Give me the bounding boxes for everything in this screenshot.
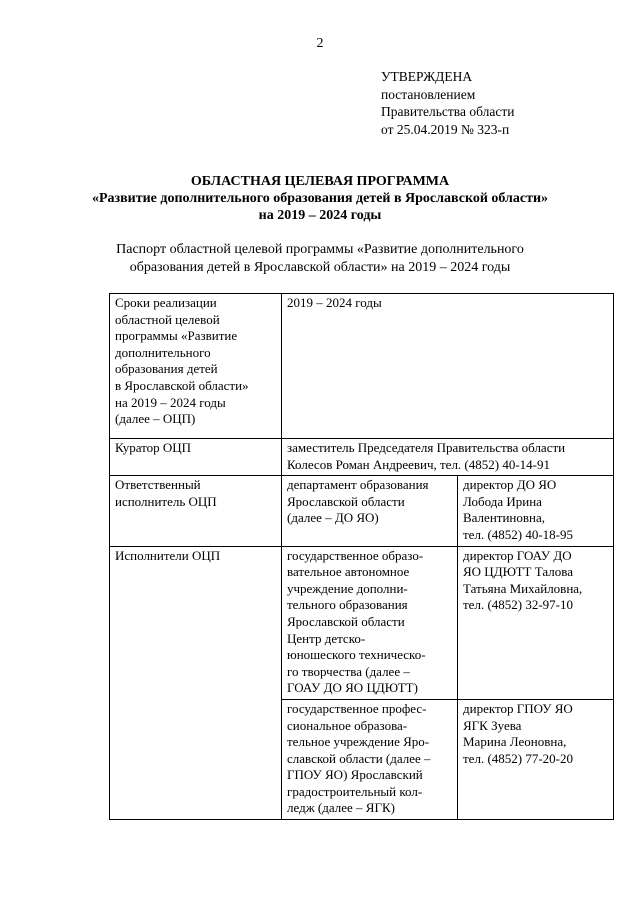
cell-line: (далее – ОЦП) [115, 411, 196, 427]
cell-line: исполнитель ОЦП [115, 493, 217, 509]
cell-line: Ответственный [115, 477, 201, 493]
row-label-cell [110, 546, 282, 820]
program-title-line: «Развитие дополнительного образования детей в Ярославской области» [91, 191, 549, 206]
cell-line: вательное автономное [287, 564, 410, 580]
cell-line: 2019 – 2024 годы [287, 295, 382, 310]
cell-line: ЯО ЦДЮТТ Талова [463, 564, 573, 580]
cell-line: директор ГОАУ ДО [463, 547, 572, 563]
cell-line: славской области (далее – [287, 750, 431, 766]
cell-line: государственное профес- [287, 700, 427, 716]
approval-stamp [381, 68, 514, 138]
approval-line: от 25.04.2019 № 323-п [381, 121, 510, 137]
cell-line: юношеского техническо- [287, 647, 426, 663]
page-number: 2 [316, 36, 324, 51]
cell-line: Татьяна Михайловна, [463, 580, 583, 596]
table-row [110, 439, 614, 476]
contact-cell [458, 476, 614, 546]
cell-line: дополнительного [115, 344, 211, 360]
cell-line: департамент образования [287, 477, 429, 493]
cell-line: ГОАУ ДО ЯО ЦДЮТТ) [287, 680, 418, 696]
cell-line: программы «Развитие [115, 328, 238, 344]
table-row [110, 476, 614, 546]
row-value-cell [282, 439, 614, 476]
cell-line: го творчества (далее – [287, 663, 410, 679]
contact-cell [458, 699, 614, 819]
cell-line: Центр детско- [287, 630, 366, 646]
cell-line: на 2019 – 2024 годы [115, 394, 226, 410]
cell-line: тел. (4852) 32-97-10 [463, 597, 574, 613]
org-cell [282, 476, 458, 546]
passport-table [109, 293, 614, 820]
passport-title [0, 241, 640, 277]
program-title [0, 173, 640, 224]
cell-line: учреждение дополни- [287, 580, 408, 596]
program-title-line: на 2019 – 2024 годы [258, 208, 382, 223]
cell-line: государственное образо- [287, 547, 424, 563]
cell-line: тел. (4852) 77-20-20 [463, 750, 574, 766]
cell-line: Колесов Роман Андреевич, тел. (4852) 40-14-91 [287, 456, 551, 472]
cell-line: ГПОУ ЯО) Ярославский [287, 767, 423, 783]
cell-line: тел. (4852) 40-18-95 [463, 526, 574, 542]
cell-line: тельное учреждение Яро- [287, 734, 430, 750]
org-cell [282, 546, 458, 699]
passport-title-line: Паспорт областной целевой программы «Развитие дополнительного [116, 242, 524, 257]
cell-line: Куратор ОЦП [115, 440, 192, 455]
cell-line: Исполнители ОЦП [115, 547, 221, 563]
cell-line: градостроительный кол- [287, 783, 423, 799]
cell-line: директор ДО ЯО [463, 477, 557, 493]
cell-line: Ярославской области [287, 493, 405, 509]
cell-line: Лобода Ирина [463, 493, 542, 509]
cell-line: Марина Леоновна, [463, 734, 567, 750]
approval-line: Правительства области [381, 104, 515, 119]
table-row [110, 294, 614, 439]
passport-title-line: образования детей в Ярославской области» на 2019 – 2024 годы [129, 260, 511, 275]
org-cell [282, 699, 458, 819]
cell-line: ЯГК Зуева [463, 717, 522, 733]
cell-line: Сроки реализации [115, 295, 217, 310]
cell-line: в Ярославской области» [115, 377, 249, 393]
cell-line: образования детей [115, 361, 218, 377]
cell-line: сиональное образова- [287, 717, 408, 733]
cell-line: Валентиновна, [463, 510, 545, 526]
program-title-line: ОБЛАСТНАЯ ЦЕЛЕВАЯ ПРОГРАММА [190, 174, 450, 189]
approval-line: постановлением [381, 86, 476, 102]
cell-line: Ярославской области [287, 613, 405, 629]
cell-line: (далее – ДО ЯО) [287, 510, 379, 526]
cell-line: ледж (далее – ЯГК) [287, 800, 395, 816]
cell-line: заместитель Председателя Правительства области [287, 440, 566, 455]
row-label-cell [110, 439, 282, 476]
row-value-cell [282, 294, 614, 439]
table-row [110, 546, 614, 699]
cell-line: директор ГПОУ ЯО [463, 700, 573, 716]
row-label-cell [110, 294, 282, 439]
row-label-cell [110, 476, 282, 546]
cell-line: областной целевой [115, 311, 220, 327]
contact-cell [458, 546, 614, 699]
cell-line: тельного образования [287, 597, 408, 613]
approval-line: УТВЕРЖДЕНА [381, 69, 473, 84]
